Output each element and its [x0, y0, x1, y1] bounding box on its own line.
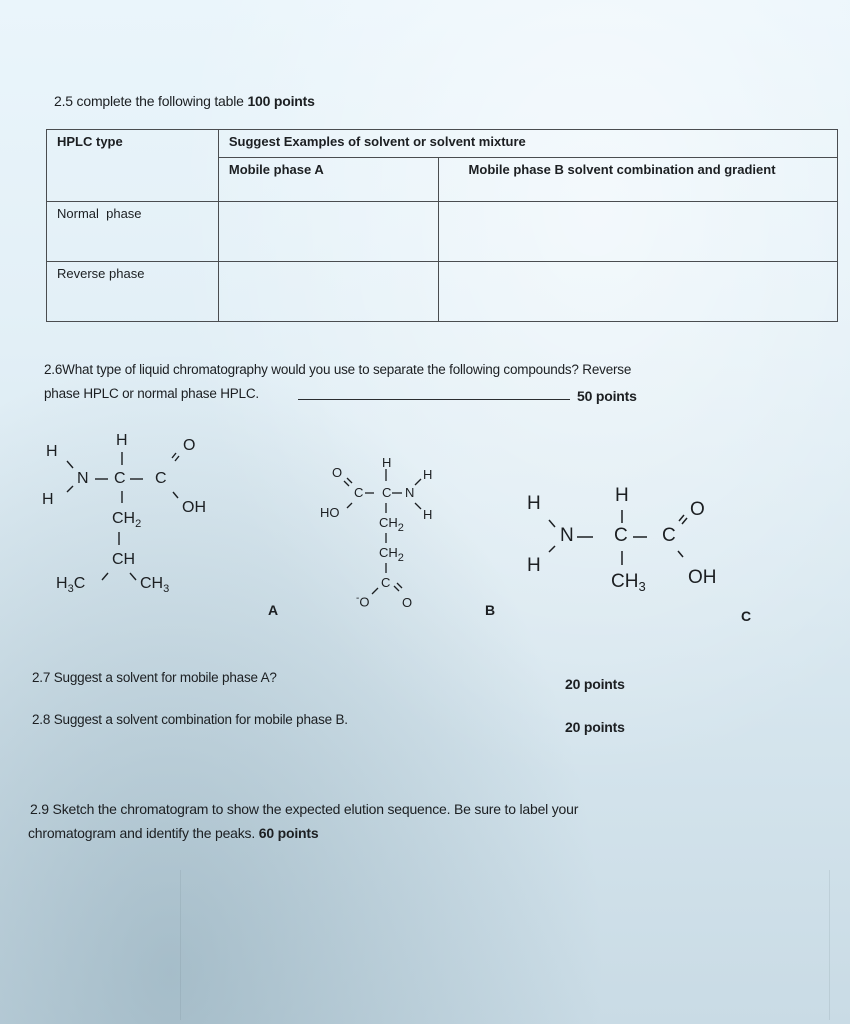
question-2-5-text: 2.5 complete the following table [54, 93, 244, 109]
compound-a-structure [30, 425, 270, 605]
atom-c: C [114, 470, 126, 487]
atom-n: N [405, 485, 415, 500]
header-solvent-group: Suggest Examples of solvent or solvent mixture [218, 130, 837, 158]
atom-h: H [42, 491, 54, 508]
compound-b-bonds [330, 445, 510, 615]
question-2-9-line1: 2.9 Sketch the chromatogram to show the expected elution sequence. Be sure to label your [30, 801, 579, 817]
atom-c: C [155, 470, 167, 487]
compound-c-bonds [525, 485, 755, 615]
atom-h: H [382, 455, 392, 470]
cell-normal-mobile-b[interactable] [438, 202, 837, 262]
hplc-table [46, 129, 838, 322]
bleed-through-area [180, 870, 830, 1020]
atom-c: C [614, 525, 628, 546]
compound-c-structure [525, 485, 755, 615]
question-2-7-points: 20 points [565, 676, 625, 692]
group-h3c: $H_3C$ [56, 575, 86, 595]
atom-h: H [527, 555, 541, 576]
question-2-9-points: 60 points [258, 825, 319, 841]
group-ch3: $CH_3$ [611, 571, 646, 594]
answer-blank-2-6[interactable] [298, 399, 570, 400]
cell-reverse-mobile-a[interactable] [218, 262, 438, 322]
group-ch3: $CH_3$ [140, 575, 170, 595]
atom-c: C [381, 575, 391, 590]
header-mobile-phase-b: Mobile phase B solvent combination and gradient [438, 158, 837, 202]
row-normal-phase-label: Normal phase [47, 202, 219, 262]
atom-oh: OH [688, 567, 717, 588]
atom-n: N [560, 525, 574, 546]
compound-b-structure [320, 445, 510, 615]
group-ch: CH [112, 551, 136, 568]
table-row [47, 202, 838, 262]
compound-c-label: C [741, 608, 752, 624]
atom-o: O [183, 437, 196, 454]
atom-h: H [46, 443, 58, 460]
atom-c: C [662, 525, 676, 546]
row-reverse-phase-label: Reverse phase [47, 262, 219, 322]
atom-c: C [354, 485, 364, 500]
cell-reverse-mobile-b[interactable] [438, 262, 837, 322]
group-ch2: $CH_2$ [379, 545, 404, 564]
atom-h: H [116, 432, 128, 449]
table-header-row [47, 130, 838, 158]
atom-c: C [382, 485, 392, 500]
question-2-6-points: 50 points [577, 388, 637, 404]
question-2-7-text: 2.7 Suggest a solvent for mobile phase A? [32, 670, 277, 685]
atom-h: H [423, 507, 433, 522]
atom-ho: HO [320, 505, 340, 520]
compound-a-label: A [268, 602, 279, 618]
atom-h: H [615, 485, 629, 506]
header-mobile-phase-a: Mobile phase A [218, 158, 438, 202]
compound-b-label: B [485, 602, 496, 618]
table-row [47, 262, 838, 322]
group-ch2: $CH_2$ [112, 510, 142, 530]
question-2-6-line2: phase HPLC or normal phase HPLC. [44, 386, 259, 401]
question-2-8-points: 20 points [565, 719, 625, 735]
cell-normal-mobile-a[interactable] [218, 202, 438, 262]
atom-o: O [332, 465, 343, 480]
question-2-5 [54, 93, 315, 109]
atom-h: H [423, 467, 433, 482]
atom-n: N [77, 470, 89, 487]
atom-h: H [527, 493, 541, 514]
atom-o: O [402, 595, 413, 610]
atom-o: O [690, 499, 705, 520]
question-2-6-line1: 2.6What type of liquid chromatography would you use to separate the following compounds? Reverse [44, 362, 632, 377]
header-hplc-type: HPLC type [47, 130, 219, 202]
question-2-9-line2: chromatogram and identify the peaks. 60 points [28, 825, 319, 841]
atom-o-minus: -O [356, 593, 370, 610]
atom-oh: OH [182, 499, 206, 516]
question-2-5-points: 100 points [247, 93, 315, 109]
group-ch2: $CH_2$ [379, 515, 404, 534]
question-2-8-text: 2.8 Suggest a solvent combination for mobile phase B. [32, 712, 348, 727]
